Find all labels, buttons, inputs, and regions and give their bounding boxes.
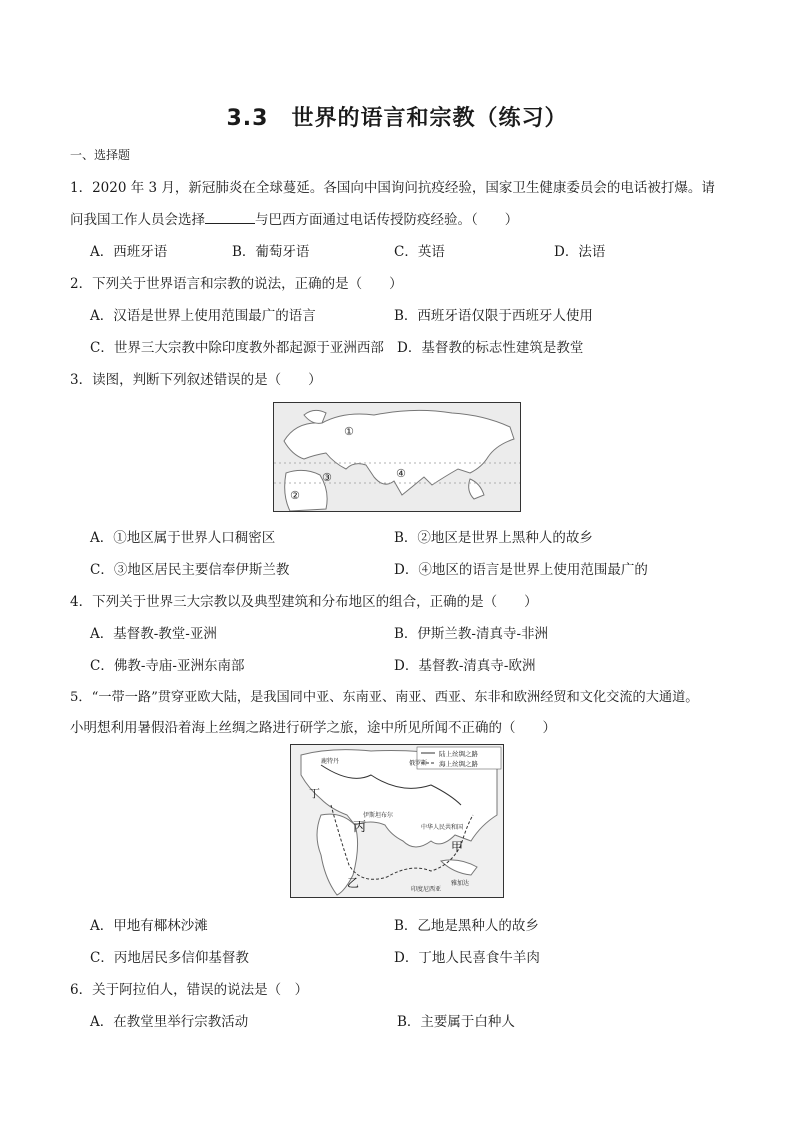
map-label-4: ④ [396,467,406,480]
q2-option-a: A．汉语是世界上使用范围最广的语言 [90,308,316,324]
q5-option-d: D．丁地人民喜食牛羊肉 [394,950,540,966]
eurasia-map-image [274,403,520,511]
q5-stem-line1: 5．“一带一路”贯穿亚欧大陆，是我国同中亚、东南亚、南亚、西亚、东非和欧洲经贸和文化交流的大通道。 [70,690,699,705]
q5-map [290,744,504,898]
q1-stem-line1: 1．2020 年 3 月，新冠肺炎在全球蔓延。各国向中国询问抗疫经验，国家卫生健康委员会的电话被打爆。请 [70,180,715,196]
map-label-indonesia: 印度尼西亚 [411,886,442,893]
q2-stem: 2．下列关于世界语言和宗教的说法，正确的是（ ） [70,276,403,292]
q4-option-d: D．基督教-清真寺-欧洲 [394,658,536,674]
q2-option-b: B．西班牙语仅限于西班牙人使用 [394,308,593,324]
q1-stem-line2 [70,208,518,228]
q1-option-c: C．英语 [394,244,445,260]
legend-land-route: 陆上丝绸之路 [439,750,478,758]
map-label-rotterdam: 鹿特丹 [321,758,340,765]
q5-option-a: A．甲地有椰林沙滩 [90,918,208,934]
q1-blank [205,211,255,224]
map-label-jia: 甲 [451,840,464,854]
q3-option-a: A．①地区属于世界人口稠密区 [90,530,276,546]
silk-road-map-image [291,745,503,897]
q4-option-c: C．佛教-寺庙-亚洲东南部 [90,658,245,674]
q5-stem-line2: 小明想利用暑假沿着海上丝绸之路进行研学之旅，途中所见所闻不正确的（ ） [70,720,556,736]
q1-stem-line2a: 问我国工作人员会选择 [70,212,205,228]
map-label-2: ② [290,489,300,502]
map-label-istanbul: 伊斯坦布尔 [363,812,394,819]
map-label-bing: 丙 [353,820,367,835]
q4-stem: 4．下列关于世界三大宗教以及典型建筑和分布地区的组合，正确的是（ ） [70,594,538,610]
q3-option-c: C．③地区居民主要信奉伊斯兰教 [90,562,290,578]
q6-option-a: A．在教堂里举行宗教活动 [90,1014,249,1030]
q6-option-b: B．主要属于白种人 [397,1014,515,1030]
q4-option-a: A．基督教-教堂-亚洲 [90,626,217,642]
q3-stem: 3．读图，判断下列叙述错误的是（ ） [70,372,322,388]
map-label-3: ③ [322,471,332,484]
map-label-jakarta: 雅加达 [451,880,470,887]
q1-option-b: B．葡萄牙语 [232,244,310,260]
q1-stem-line2b: 与巴西方面通过电话传授防疫经验。（ ） [255,212,519,228]
q3-option-b: B．②地区是世界上黑种人的故乡 [394,530,593,546]
q4-option-b: B．伊斯兰教-清真寺-非洲 [394,626,549,642]
page-title: 3.3 世界的语言和宗教（练习） [226,106,568,131]
q6-stem: 6．关于阿拉伯人，错误的说法是（ ） [70,982,309,998]
map-label-russia: 俄罗斯 [409,760,428,767]
section-heading: 一、选择题 [70,148,131,162]
map-label-1: ① [344,425,354,438]
q1-option-a: A．西班牙语 [90,244,168,260]
map-label-china: 中华人民共和国 [421,824,464,831]
legend-sea-route: 海上丝绸之路 [439,760,478,768]
map-label-ding: 丁 [309,787,320,800]
q5-option-b: B．乙地是黑种人的故乡 [394,918,539,934]
map-label-yi: 乙 [347,876,360,890]
q3-map [273,402,521,512]
q1-option-d: D．法语 [554,244,606,260]
q2-option-c: C．世界三大宗教中除印度教外都起源于亚洲西部 [90,340,384,356]
q5-option-c: C．丙地居民多信仰基督教 [90,950,249,966]
q3-option-d: D．④地区的语言是世界上使用范围最广的 [394,562,648,578]
q2-option-d: D．基督教的标志性建筑是教堂 [397,340,584,356]
